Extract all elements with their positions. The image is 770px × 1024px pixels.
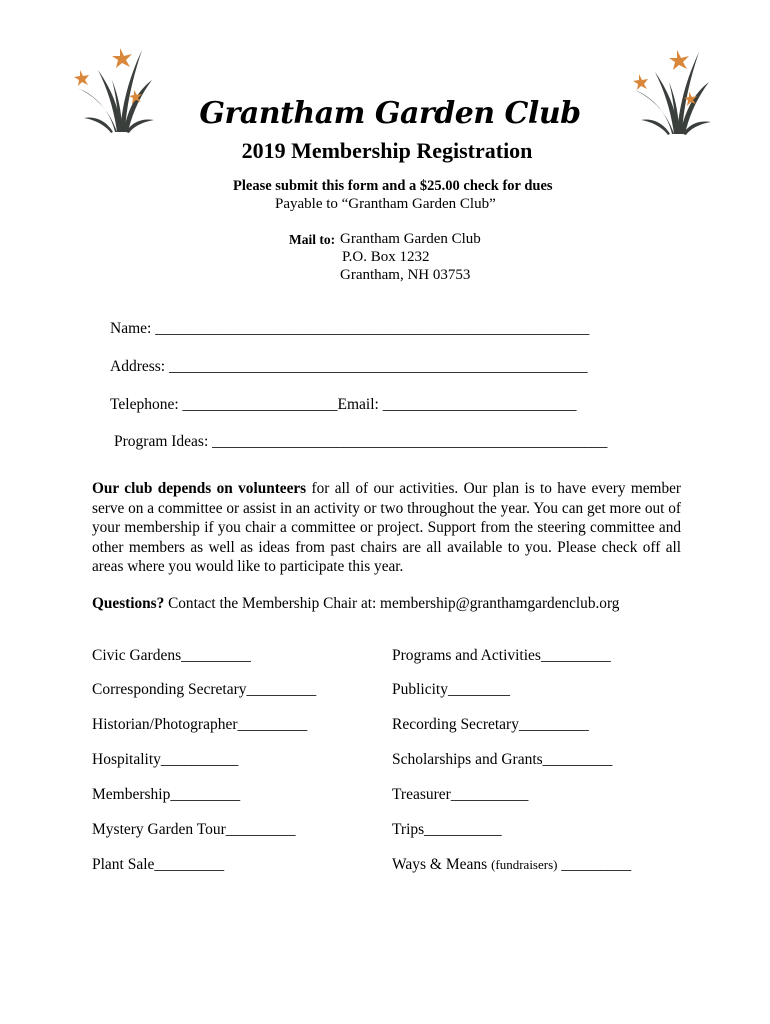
- ways-means-note: (fundraisers): [491, 857, 558, 872]
- questions-line: [92, 595, 619, 613]
- page-title: Grantham Garden Club: [199, 96, 581, 131]
- ways-means-blank: _________: [557, 856, 632, 873]
- committee-treasurer[interactable]: Treasurer__________: [392, 786, 529, 803]
- committee-hospitality[interactable]: Hospitality__________: [92, 751, 239, 768]
- questions-text: Contact the Membership Chair at: membership@granthamgardenclub.org: [164, 595, 620, 612]
- dues-instruction: Please submit this form and a $25.00 check for dues: [233, 178, 553, 194]
- committee-membership[interactable]: Membership_________: [92, 786, 241, 803]
- name-field[interactable]: Name: ________________________________________________________: [110, 320, 590, 337]
- page-subtitle: 2019 Membership Registration: [241, 138, 533, 163]
- committee-corresponding-secretary[interactable]: Corresponding Secretary_________: [92, 681, 317, 698]
- committee-plant-sale[interactable]: Plant Sale_________: [92, 856, 225, 873]
- committee-ways-means[interactable]: [392, 856, 631, 874]
- committee-civic-gardens[interactable]: Civic Gardens_________: [92, 647, 251, 664]
- questions-label: Questions?: [92, 595, 165, 612]
- committee-programs-activities[interactable]: Programs and Activities_________: [392, 647, 611, 664]
- volunteer-lead: Our club depends on volunteers: [92, 480, 307, 497]
- ways-means-label: Ways & Means: [392, 856, 492, 873]
- committee-historian-photographer[interactable]: Historian/Photographer_________: [92, 716, 308, 733]
- mail-line-3: Grantham, NH 03753: [340, 267, 471, 283]
- mail-to-label: Mail to:: [289, 232, 336, 247]
- volunteer-text: for all of our activities. Our plan is to have every member serve on a committee or assist in an activity or two throughout the year. You can get more out of your membership if you chair a committee or project. Support from the steering committee and other members as well as ideas from past chairs are all available to you. Please check off all areas where you would like to participate this year.: [92, 480, 681, 576]
- program-ideas-field[interactable]: Program Ideas: ___________________________________________________: [114, 433, 608, 450]
- committee-trips[interactable]: Trips__________: [392, 821, 502, 838]
- mail-line-1: Grantham Garden Club: [340, 231, 481, 247]
- payable-to: Payable to “Grantham Garden Club”: [275, 196, 496, 212]
- address-field[interactable]: Address: ______________________________________________________: [110, 358, 588, 375]
- committee-scholarships-grants[interactable]: Scholarships and Grants_________: [392, 751, 613, 768]
- volunteer-paragraph: [92, 479, 681, 577]
- committee-mystery-garden-tour[interactable]: Mystery Garden Tour_________: [92, 821, 296, 838]
- committee-publicity[interactable]: Publicity________: [392, 681, 510, 698]
- committee-recording-secretary[interactable]: Recording Secretary_________: [392, 716, 589, 733]
- telephone-email-field[interactable]: Telephone: ____________________Email: _________________________: [110, 396, 577, 413]
- mail-line-2: P.O. Box 1232: [342, 249, 430, 265]
